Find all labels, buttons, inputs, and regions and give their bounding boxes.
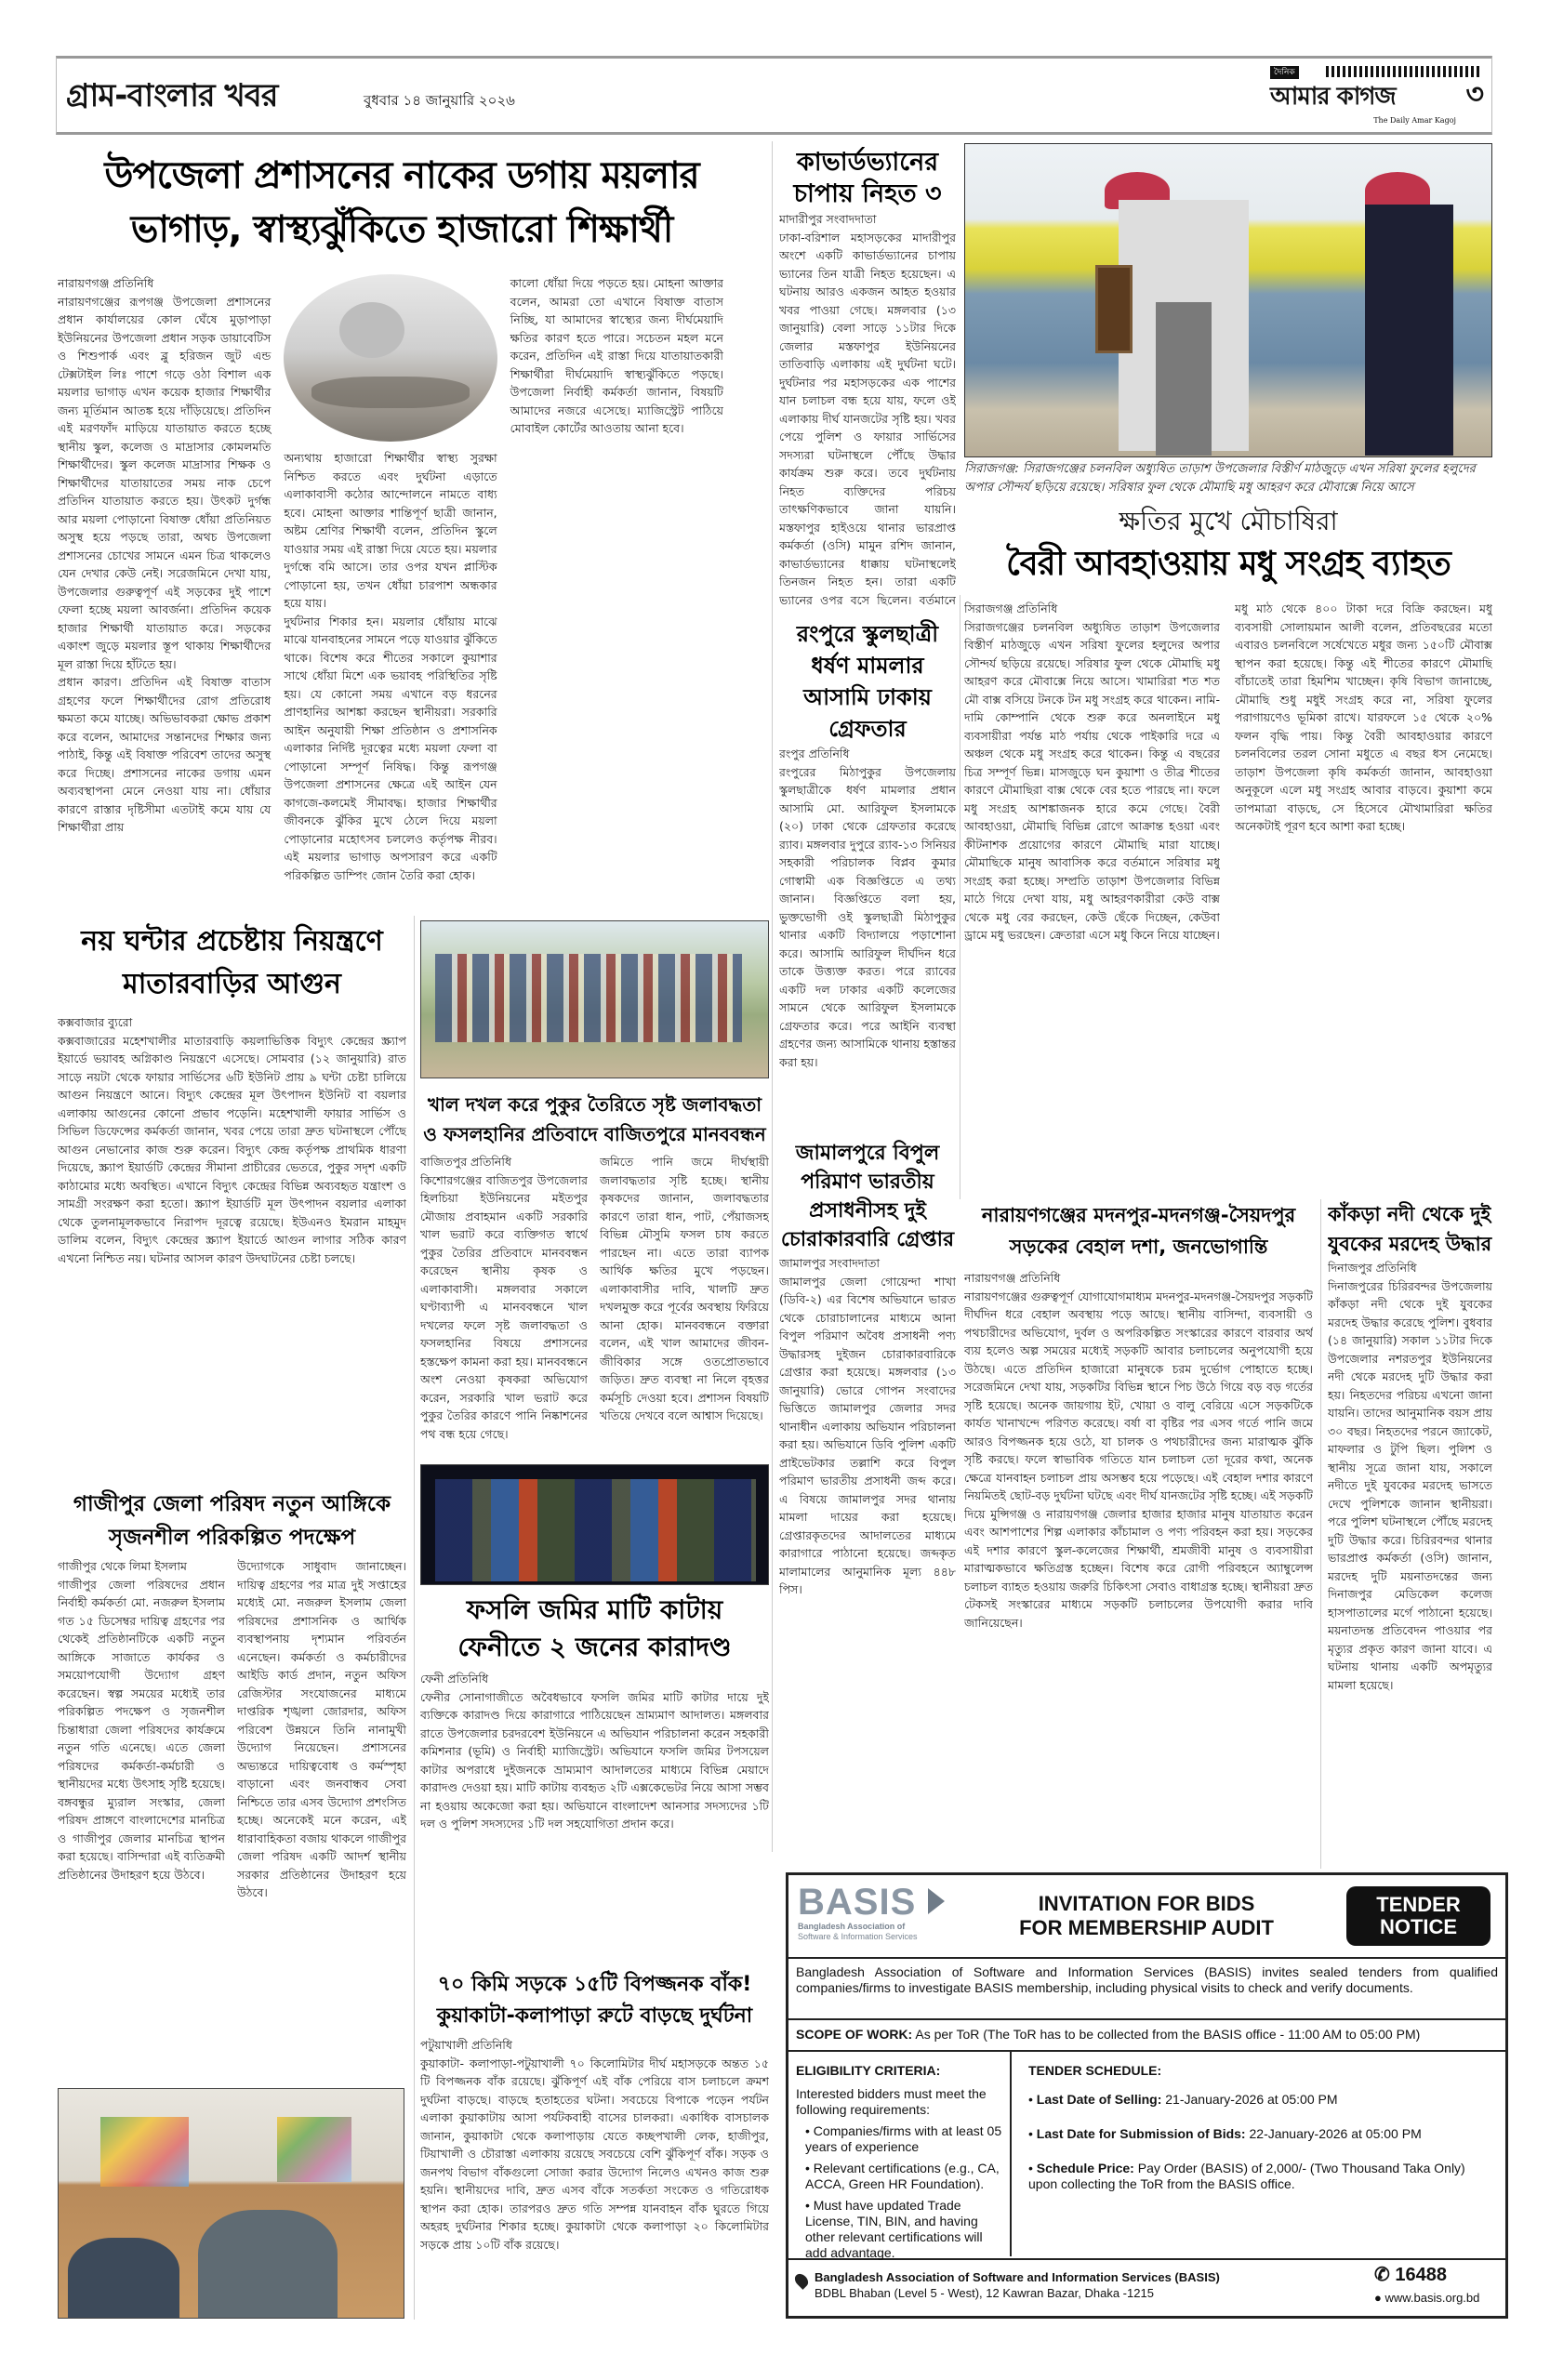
globe-icon: ● (1374, 2291, 1382, 2305)
kakra-headline: কাঁকড়া নদী থেকে দুই যুবকের মরদেহ উদ্ধার (1328, 1203, 1492, 1255)
rangpur-headline: রংপুরে স্কুলছাত্রী ধর্ষণ মামলার আসামি ঢাকায় গ্রেফতার (796, 621, 939, 742)
bajitpur-body-2: জমিতে পানি জমে দীর্ঘস্থায়ী জলাবদ্ধতার সৃষ্টি হচ্ছে। স্থানীয় কৃষকদের জানান, জলাবদ্ধতার কারণে তারা ধান, পাট, পেঁয়াজসহ বিভিন্ন মৌসুমি ফসল চাষ করতে পারছেন না। এতে তারা ব্যাপক আর্থিক ক্ষতির মুখে পড়ছেন। এলাকাবাসীর দাবি, খালটি দ্রুত দখলমুক্ত করে পূর্বের অবস্থায় ফিরিয়ে আনা হোক। মানববন্ধনে বক্তারা বলেন, এই খাল আমাদের জীবন-জীবিকার সঙ্গে ওতপ্রোতভাবে জড়িত। দ্রুত ব্যবস্থা না নিলে বৃহত্তর কর্মসূচি দেওয়া হবে। প্রশাসন বিষয়টি খতিয়ে দেখবে বলে আশ্বাস দিয়েছে। (600, 1155, 769, 1422)
madanpur-headline-block (964, 1199, 1313, 1263)
phone-number[interactable]: 16488 (1395, 2265, 1447, 2285)
phone-block (1374, 2264, 1447, 2286)
scope-text: As per ToR (The ToR has to be collected from the BASIS office - 11:00 AM to 05:00 PM) (915, 2027, 1421, 2042)
phone-icon: ✆ (1374, 2265, 1390, 2285)
bajitpur-body-1: কিশোরগঞ্জের বাজিতপুর উপজেলার হিলচিয়া ইউনিয়নের মইতপুর মৌজায় প্রবাহমান একটি সরকারি খাল ভরাট করে ব্যক্তিগত স্বার্থে পুকুর তৈরির প্রতিবাদে মানববন্ধন করেছেন স্থানীয় কৃষক ও এলাকাবাসী। মঙ্গলবার সকালে ঘণ্টাব্যাপী এ মানববন্ধনে খাল দখলের ফলে সৃষ্ট জলাবদ্ধতা ও ফসলহানির বিষয়ে প্রশাসনের হস্তক্ষেপ কামনা করা হয়। মানববন্ধনে অংশ নেওয়া কৃষকরা অভিযোগ করেন, সরকারি খাল ভরাট করে পুকুর তৈরির কারণে পানি নিষ্কাশনের পথ বন্ধ হয়ে গেছে। (420, 1172, 588, 1441)
lead-body-3a: অন্যথায় হাজারো শিক্ষার্থীর স্বাস্থ্য সুরক্ষা নিশ্চিত করতে এবং দুর্ঘটনা এড়াতে এলাকাবাসী কঠোর আন্দোলনে নামতে বাধ্য হবে। মোহনা আক্তার শান্তিপূর্ণ ছাত্রী জানান, অষ্টম শ্রেণির শিক্ষার্থী বলেন, প্রতিদিন স্কুলে যাওয়ার সময় এই রাস্তা দিয়ে যেতে হয়। ময়লার দুর্গন্ধে বমি আসে। তার ওপর যখন প্লাস্টিক পোড়ানো হয়, তখন ধোঁয়া চারপাশ অন্ধকার হয়ে যায়। (284, 451, 497, 610)
lead-body-1: নারায়ণগঞ্জের রূপগঞ্জ উপজেলা প্রশাসনের প্রধান কার্যালয়ের কোল ঘেঁষে মুড়াপাড়া ইউনিয়নের উপজেলা প্রধান সড়ক ডায়াবেটিস ও শিশুপার্ক এবং ব্লু হরিজন জুট এন্ড টেক্সটাইল লিঃ পাশে গড়ে ওঠা বিশাল এক ময়লার ভাগাড় এখন কয়েক হাজার শিক্ষার্থীর জন্য মূর্তিমান আতঙ্ক হয়ে দাঁড়িয়েছে। প্রতিদিন এই মরণফাঁদ মাড়িয়ে যাতায়াত করতে হচ্ছে স্থানীয় স্কুল, কলেজ ও মাদ্রাসার কোমলমতি শিক্ষার্থীদের। স্কুল কলেজ মাদ্রাসার শিক্ষক ও শিক্ষার্থীদের যাতায়াতের সময় নাক চেপে প্রতিদিন যাতায়াত করতে হয়। উৎকট দুর্গন্ধ আর ময়লা পোড়ানো বিষাক্ত ধোঁয়া প্রতিনিয়ত অসুস্থ হয়ে পড়ছে তারা, অথচ উপজেলা প্রশাসনের চোখের সামনে এমন চিত্র থাকলেও যেন দেখার কেউ নেই। সরেজমিনে দেখা যায়, উপজেলার গুরুত্বপূর্ণ এই সড়কের দুই পাশে ফেলা হচ্ছে ময়লা আবর্জনা। প্রতিদিন কয়েক হাজার শিক্ষার্থী যাতায়াত করে। সড়কের একাংশ জুড়ে ময়লার স্তূপ থাকায় শিক্ষার্থীদের মূল রাস্তা দিয়ে হাঁটতে হয়। (58, 294, 272, 671)
gazipur-column-1 (58, 1557, 225, 2078)
kuakata-body: কুয়াকাটা- কলাপাড়া-পটুয়াখালী ৭০ কিলোমিটার দীর্ঘ মহাসড়কে অন্তত ১৫ টি বিপজ্জনক বাঁক রয়েছে। ঝুঁকিপূর্ণ এই বাঁক পেরিয়ে বাস চলাচলে ক্রমশ দুর্ঘটনা বাড়ছে। বাড়ছে হতাহতের ঘটনা। সবচেয়ে বিপাকে পড়েন পর্যটন এলাকা কুয়াকাটায় আসা পর্যটকবাহী বাসের চালকরা। একাধিক বাসচালক জানান, কুয়াকাটা থেকে কলাপাড়ায় যেতে কচ্ছপখালী লেক, হাজীপুর, টিয়াখালী ও চৌরাস্তা এলাকায় রয়েছে সবচেয়ে বেশি ঝুঁকিপূর্ণ বাঁক। সড়ক ও জনপথ বিভাগ বাঁকগুলো সোজা করার উদ্যোগ নিলেও এখনও কাজ শুরু হয়নি। স্থানীয়দের দাবি, দ্রুত এসব বাঁকে সতর্কতা সংকেত ও গতিরোধক স্থাপন করা হোক। তারপরও দ্রুত গতি সম্পন্ন যানবাহন বাঁক ঘুরতে গিয়ে অহরহ দুর্ঘটনার শিকার হচ্ছে। কুয়াকাটা থেকে কলাপাড়া ২০ কিলোমিটার সড়কে প্রায় ১০টি বাঁক রয়েছে। (420, 2056, 769, 2252)
basis-tender-ad (786, 1872, 1508, 2319)
schedule-item: • Schedule Price: Pay Order (BASIS) of 2,000/- (Two Thousand Taka Only) upon collecting the ToR from the BASIS office. (1028, 2161, 1465, 2191)
logo-name: আমার কাগজ (1270, 83, 1396, 111)
gazipur-body-2: উদ্যোগকে সাধুবাদ জানাচ্ছেন। দায়িত্ব গ্রহণের পর মাত্র দুই সপ্তাহের মধ্যেই মো. নজরুল ইসলাম জেলা পরিষদের প্রশাসনিক ও আর্থিক ব্যবস্থাপনায় দৃশ্যমান পরিবর্তন এনেছেন। কর্মকর্তা ও কর্মচারীদের আইডি কার্ড প্রদান, নতুন অফিস রেজিস্টার সংযোজনের মাধ্যমে দাপ্তরিক শৃঙ্খলা জোরদার, অফিস পরিবেশ উন্নয়নে তিনি নানামুখী উদ্যোগ নিয়েছেন। প্রশাসনের অভ্যন্তরে দায়িত্ববোধ ও কর্মস্পৃহা বাড়ানো এবং জনবান্ধব সেবা নিশ্চিতে তার এসব উদ্যোগ প্রশংসিত হচ্ছে। অনেকেই মনে করেন, এই ধারাবাহিকতা বজায় থাকলে গাজীপুর জেলা পরিষদ একটি আদর্শ স্থানীয় সরকার প্রতিষ্ঠানের উদাহরণ হয়ে উঠবে। (237, 1559, 406, 1899)
newspaper-logo (1270, 64, 1484, 131)
bajitpur-column-2 (600, 1153, 769, 1455)
bajitpur-column-1 (420, 1153, 588, 1455)
jamalpur-headline: জামালপুরে বিপুল পরিমাণ ভারতীয় প্রসাধনীসহ দুই চোরাকারবারি গ্রেপ্তার (780, 1142, 955, 1251)
garbage-dump-photo (284, 274, 497, 442)
matarbari-story (58, 1013, 406, 1478)
eligibility-item: • Relevant certifications (e.g., CA, ACCA, Green HR Foundation). (805, 2161, 1000, 2191)
lead-body-area (58, 274, 723, 916)
honey-column-2 (1235, 600, 1492, 1190)
basis-logo-sub1: Bangladesh Association of (798, 1922, 906, 1931)
tender-notice-badge (1346, 1886, 1490, 1946)
ad-title (988, 1892, 1305, 1940)
footer-address-block (815, 2269, 1363, 2301)
honey-body-2: মধু মাঠ থেকে ৪০০ টাকা দরে বিক্রি করছেন। মধু ব্যবসায়ী সোলায়মান আলী বলেন, প্রতিবছরের মতো এবারও চলনবিলে সর্ষেখেতে মধুর জন্য ১৫০টি মৌবাক্স স্থাপন করা হয়েছে। কিন্তু এই শীতের কারণে মৌমাছি বাঁচাতেই তারা হিমশিম খাচ্ছেন। কৃষি বিভাগ জানাচ্ছে, মৌমাছি শুধু মধুই সংগ্রহ করে না, সরিষা ফুলের পরাগায়ণেও ভূমিকা রাখে। যারফলে ১৫ থেকে ২০% ফলন বৃদ্ধি পায়। কিন্তু বৈরী আবহাওয়ার কারণে চলনবিলের তরল সোনা মধুতে এ বছর ধস নেমেছে। তাড়াশ উপজেলা কৃষি কর্মকর্তা জানান, আবহাওয়া অনুকূলে এলে মধু সংগ্রহ আবার বাড়বে। কুয়াশা কমে তাপমাত্রা বাড়ছে, সে হিসেবে মৌখামারিরা ক্ষতির অনেকটাই পূরণ হবে আশা করা হচ্ছে। (1235, 602, 1492, 833)
website-block (1374, 2290, 1479, 2306)
lead-headline-line1: উপজেলা প্রশাসনের নাকের ডগায় ময়লার (104, 154, 699, 197)
madanpur-headline-line1: নারায়ণগঞ্জের মদনপুর-মদনগঞ্জ-সৈয়দপুর (981, 1204, 1296, 1226)
schedule-value: 22-January-2026 at 05:00 PM (1249, 2126, 1422, 2141)
basis-logo-sub2: Software & Information Services (798, 1932, 918, 1941)
eligibility-section (788, 2052, 1012, 2260)
honey-headline: বৈরী আবহাওয়ায় মধু সংগ্রহ ব্যাহত (1006, 545, 1451, 583)
rangpur-body: রংপুরের মিঠাপুকুর উপজেলায় স্কুলছাত্রীকে ধর্ষণ মামলার প্রধান আসামি মো. আরিফুল ইসলামকে (২০) ঢাকা থেকে গ্রেফতার করেছে র‍্যাব। মঙ্গলবার দুপুরে র‍্যাব-১৩ সিনিয়র সহকারী পরিচালক বিপ্লব কুমার গোস্বামী এক বিজ্ঞপ্তিতে এ তথ্য জানান। বিজ্ঞপ্তিতে বলা হয়, ভুক্তভোগী ওই স্কুলছাত্রী মিঠাপুকুর থানার একটি বিদ্যালয়ে পড়াশোনা করে। আসামি আরিফুল দীর্ঘদিন ধরে তাকে উত্ত্যক্ত করত। পরে র‍্যাবের একটি দল ঢাকার একটি কলেজের সামনে থেকে আরিফুল ইসলামকে গ্রেফতার করে। পরে আইনি ব্যবস্থা গ্রহণের জন্য আসামিকে থানায় হস্তান্তর করা হয়। (779, 764, 956, 1069)
eligibility-intro: Interested bidders must meet the following requirements: (796, 2086, 987, 2117)
ad-title-line2: FOR MEMBERSHIP AUDIT (1019, 1916, 1274, 1939)
schedule-title: TENDER SCHEDULE: (1028, 2063, 1162, 2078)
bajitpur-headline: খাল দখল করে পুকুর তৈরিতে সৃষ্ট জলাবদ্ধতা ও ফসলহানির প্রতিবাদে বাজিতপুরে মানববন্ধন (423, 1093, 766, 1145)
ad-footer (788, 2260, 1505, 2316)
page-number: ৩ (1465, 78, 1484, 111)
footer-address: BDBL Bhaban (Level 5 - West), 12 Kawran Bazar, Dhaka -1215 (815, 2286, 1154, 2300)
covered-van-body: ঢাকা-বরিশাল মহাসড়কের মাদারীপুর অংশে একটি কাভার্ডভ্যানের চাপায় ভ্যানের তিন যাত্রী নিহত হয়েছেন। এ ঘটনায় আরও একজন আহত হওয়ার খবর পাওয়া গেছে। মঙ্গলবার (১৩ জানুয়ারি) বেলা সাড়ে ১১টার দিকে জেলার মস্তফাপুর ইউনিয়নের তাতিবাড়ি এলাকায় এই দুর্ঘটনা ঘটে। দুর্ঘটনার পর মহাসড়কের এক পাশের যান চলাচল বন্ধ হয়ে যায়, ফলে ওই এলাকায় দীর্ঘ যানজটের সৃষ্টি হয়। খবর পেয়ে পুলিশ ও ফায়ার সার্ভিসের সদস্যরা ঘটনাস্থলে পৌঁছে উদ্ধার কার্যক্রম শুরু করে। তবে দুর্ঘটনায় নিহত ব্যক্তিদের পরিচয় তাৎক্ষণিকভাবে জানা যায়নি। মস্তফাপুর হাইওয়ে থানার ভারপ্রাপ্ত কর্মকর্তা (ওসি) মামুন রশিদ জানান, কাভার্ডভ্যানের ধাক্কায় ঘটনাস্থলেই তিনজন নিহত হন। তারা একটি ভ্যানের ওপর বসে ছিলেন। বর্তমানে (779, 230, 956, 607)
gazipur-body-1: গাজীপুর জেলা পরিষদের প্রধান নির্বাহী কর্মকর্তা মো. নজরুল ইসলাম গত ১৫ ডিসেম্বর দায়িত্ব গ্রহণের পর থেকেই প্রতিষ্ঠানটিকে একটি নতুন আঙ্গিকে সাজাতে কার্যকর ও সময়োপযোগী উদ্যোগ গ্রহণ করেছেন। স্বল্প সময়ের মধ্যেই তার পরিকল্পিত পদক্ষেপ ও সৃজনশীল চিন্তাধারা জেলা পরিষদের কার্যক্রমে নতুন গতি এনেছে। এতে জেলা পরিষদের কর্মকর্তা-কর্মচারী ও স্থানীয়দের মধ্যে উৎসাহ সৃষ্টি হয়েছে। বঙ্গবন্ধুর ম্যুরাল সংস্কার, জেলা পরিষদ প্রাঙ্গণে বাংলাদেশের মানচিত্র ও গাজীপুর জেলার মানচিত্র স্থাপন করা হয়েছে। বাসিন্দারা এই ব্যতিক্রমী প্রতিষ্ঠানের উদাহরণ হয়ে উঠবে। (58, 1577, 225, 1882)
column-divider (772, 141, 773, 1852)
schedule-label: Schedule Price: (1036, 2161, 1134, 2175)
jamalpur-story (779, 1139, 956, 1859)
schedule-section (1021, 2052, 1500, 2256)
honey-body-1: সিরাজগঞ্জের চলনবিল অধ্যুষিত তাড়াশ উপজেলার বিস্তীর্ণ মাঠজুড়ে এখন সরিষা ফুলের হলুদের অপার সৌন্দর্য ছড়িয়ে রয়েছে। সরিষার ফুল থেকে মৌমাছি মধু আহরণ করে মৌবাক্সে নিয়ে আসে। খামারিরা শত শত মৌ বাক্স বসিয়ে টনকে টন মধু সংগ্রহ করে থাকেন। নামি-দামি কোম্পানি থেকে শুরু করে অনলাইনে মধু ব্যবসায়ীরা পর্যন্ত মাঠ পর্যায় থেকে পাইকারি দরে এ অঞ্চল থেকে মধু সংগ্রহ করে থাকেন। কিন্তু এ বছরের চিত্র সম্পূর্ণ ভিন্ন। মাসজুড়ে ঘন কুয়াশা ও তীব্র শীতের কারণে মৌমাছিরা বাক্স থেকে বের হতে পারছে না। ফলে মধু সংগ্রহ আশঙ্কাজনক হারে কমে গেছে। বৈরী আবহাওয়া, মৌমাছি বিভিন্ন রোগে আক্রান্ত হওয়া এবং কীটনাশক প্রয়োগের কারণে মৌমাছি মারা যাচ্ছে। মৌমাছিকে মানুষ আবাসিক করে বর্তমানে সরিষার মধু সংগ্রহ করা হচ্ছে। সম্প্রতি তাড়াশ উপজেলার বিভিন্ন মাঠে গিয়ে দেখা যায়, মধু আহরণকারীরা কেউ বাক্স থেকে মধু বের করছেন, কেউ ছেঁকে দিচ্ছেন, কেউবা ড্রামে মধু ভরছেন। ক্রেতারা এসে মধু কিনে নিয়ে যাচ্ছেন। (964, 619, 1220, 942)
matarbari-headline: নয় ঘন্টার প্রচেষ্টায় নিয়ন্ত্রণে মাতারবাড়ির আগুন (81, 925, 383, 1000)
gazipur-byline: গাজীপুর থেকে লিমা ইসলাম (58, 1559, 187, 1573)
basis-arrow-icon (928, 1888, 945, 1914)
feni-byline: ফেনী প্রতিনিধি (420, 1672, 489, 1686)
beekeepers-photo (964, 143, 1492, 457)
ad-title-line1: INVITATION FOR BIDS (1038, 1892, 1255, 1915)
kuakata-headline-line2: কুয়াকাটা-কলাপাড়া রুটে বাড়ছে দুর্ঘটনা (436, 2004, 753, 2028)
gazipur-photo (58, 2088, 404, 2319)
madanpur-body: নারায়ণগঞ্জের গুরুত্বপূর্ণ যোগাযোগমাধ্যম মদনপুর-মদনগঞ্জ-সৈয়দপুর সড়কটি দীর্ঘদিন ধরে বেহাল অবস্থায় পড়ে আছে। স্থানীয় বাসিন্দা, ব্যবসায়ী ও পথচারীদের অভিযোগ, দুর্বল ও অপরিকল্পিত সংস্কারের কারণে বারবার অর্থ ব্যয় হলেও অল্প সময়ের মধ্যেই সড়কটি আবার চলাচলের অনুপযোগী হয়ে উঠছে। এতে প্রতিদিন হাজারো মানুষকে চরম দুর্ভোগ পোহাতে হচ্ছে। সরেজমিনে দেখা যায়, সড়কটির বিভিন্ন স্থানে পিচ উঠে গিয়ে বড় বড় গর্তের সৃষ্টি হয়েছে। অনেক জায়গায় ইট, খোয়া ও বালু বেরিয়ে এসে সড়কটিকে কার্যত খানাখন্দে পরিণত করেছে। বর্ষা বা বৃষ্টির পর এসব গর্তে পানি জমে আরও বিপজ্জনক হয়ে ওঠে, যা চালক ও পথচারীদের জন্য মারাত্মক ঝুঁকি সৃষ্টি করছে। ফলে স্বাভাবিক গতিতে যান চলাচল তো দূরের কথা, অনেক ক্ষেত্রে যানবাহন চলাচল প্রায় অসম্ভব হয়ে পড়েছে। এই বেহাল দশার কারণে নিয়মিতই ছোট-বড় দুর্ঘটনা ঘটছে এবং দীর্ঘ যানজটের সৃষ্টি হচ্ছে। এই সড়কটি দিয়ে মুন্সিগঞ্জ ও নারায়ণগঞ্জ জেলার হাজার হাজার মানুষ যাতায়াত করেন এবং আশপাশের শিল্প এলাকার কাঁচামাল ও পণ্য পরিবহন করা হয়। সড়কের এই দশার কারণে স্কুল-কলেজের শিক্ষার্থী, শ্রমজীবী মানুষ ও ব্যবসায়ীরা মারাত্মকভাবে ক্ষতিগ্রস্ত হচ্ছেন। বিশেষ করে রোগী পরিবহনে অ্যাম্বুলেন্স চলাচল ব্যাহত হওয়ায় জরুরি চিকিৎসা সেবাও বাধাগ্রস্ত হচ্ছে। স্থানীয়রা দ্রুত টেকসই সংস্কারের মাধ্যমে সড়কটি চলাচলের উপযোগী করার দাবি জানিয়েছেন। (964, 1289, 1313, 1630)
covered-van-headline: কাভার্ডভ্যানের চাপায় নিহত ৩ (793, 148, 942, 208)
feni-headline-block (420, 1592, 769, 1666)
madanpur-headline-line2: সড়কের বেহাল দশা, জনভোগান্তি (1009, 1236, 1268, 1258)
gazipur-headline-block (58, 1488, 406, 1554)
bajitpur-headline-block (420, 1090, 769, 1149)
covered-van-byline: মাদারীপুর সংবাদদাতা (779, 212, 877, 226)
human-chain-photo (420, 920, 769, 1078)
kuakata-byline: পটুয়াখালী প্রতিনিধি (420, 2038, 512, 2052)
lead-body-3b: কালো ধোঁয়া দিয়ে পড়তে হয়। মোহনা আক্তার বলেন, আমরা তো এখানে বিষাক্ত বাতাস নিচ্ছি, যা আমাদের স্বাস্থ্যের জন্য দীর্ঘমেয়াদি ক্ষতির কারণ হতে পারে। সচেতন মহল মনে করেন, প্রতিদিন এই রাস্তা দিয়ে যাতায়াতকারী শিক্ষার্থীরা দীর্ঘমেয়াদি স্বাস্থ্যঝুঁকিতে পড়ছে। উপজেলা নির্বাহী কর্মকর্তা জানান, বিষয়টি আমাদের নজরে এসেছে। ম্যাজিস্ট্রেট পাঠিয়ে মোবাইল কোর্টের আওতায় আনা হবে। (510, 276, 723, 435)
feni-body: ফেনীর সোনাগাজীতে অবৈধভাবে ফসলি জমির মাটি কাটার দায়ে দুই ব্যক্তিকে কারাদণ্ড দিয়ে কারাগারে পাঠিয়েছেন ভ্রাম্যমাণ আদালত। মঙ্গলবার রাতে উপজেলার চরদরবেশ ইউনিয়নে এ অভিযান পরিচালনা করেন সহকারী কমিশনার (ভূমি) ও নির্বাহী ম্যাজিস্ট্রেট। অভিযানে ফসলি জমির টপসয়েল কাটার অপরাধে দুইজনকে ভ্রাম্যমাণ আদালতের মাধ্যমে বিভিন্ন মেয়াদে কারাদণ্ড দেওয়া হয়। মাটি কাটায় ব্যবহৃত ২টি এক্সকেভেটর নিয়ে আসা সম্ভব না হওয়ায় অকেজো করা হয়। অভিযানে বাংলাদেশ আনসার সদস্যদের ১টি দল ও পুলিশ সদস্যদের ১টি দল সহযোগিতা প্রদান করে। (420, 1689, 769, 1831)
lead-columns (58, 274, 723, 916)
matarbari-body: কক্সবাজারের মহেশখালীর মাতারবাড়ি কয়লাভিত্তিক বিদ্যুৎ কেন্দ্রের স্ক্র্যাপ ইয়ার্ডে ভয়াবহ অগ্নিকাণ্ড নিয়ন্ত্রণে এসেছে। সোমবার (১২ জানুয়ারি) রাত সাড়ে নয়টা থেকে ফায়ার সার্ভিসের ৬টি ইউনিট প্রায় ৯ ঘন্টা চেষ্টা চালিয়ে আগুন নিয়ন্ত্রণে আনে। বিদ্যুৎ কেন্দ্রের মূল উৎপাদন ইউনিট বা বয়লার এলাকায় আগুনের কোনো প্রভাব পড়েনি। মহেশখালী ফায়ার সার্ভিস ও সিভিল ডিফেন্সের কর্মকর্তা জানান, খবর পেয়ে তারা দ্রুত ঘটনাস্থলে পৌঁছে আগুন নেভানোর কাজ শুরু করেন। বিদ্যুৎ কেন্দ্র কর্তৃপক্ষ প্রাথমিক ধারণা দিয়েছে, স্ক্র্যাপ ইয়ার্ডটি কেন্দ্রের সীমানা প্রাচীরের ভেতরে, পুকুর সদৃশ একটি কাঠামোর মধ্যে অবস্থিত। এখানে বিদ্যুৎ কেন্দ্রের বিভিন্ন অব্যবহৃত যন্ত্রাংশ ও সামগ্রী সংরক্ষণ করা হতো। স্ক্র্যাপ ইয়ার্ডটি মূল উৎপাদন বয়লার এলাকা থেকে তুলনামূলকভাবে নিরাপদ দূরত্বে রয়েছে। ইউএনও ইমরান মাহমুদ ডালিম বলেন, বিদ্যুৎ কেন্দ্রের স্ক্র্যাপ ইয়ার্ডে আগুন লাগার সঠিক কারণ এখনো নিশ্চিত নয়। ঘটনার আসল কারণ উদঘাটনের চেষ্টা চলছে। (58, 1033, 406, 1265)
lead-headline (58, 149, 746, 257)
section-title: গ্রাম-বাংলার খবর (66, 77, 278, 114)
website-link[interactable]: www.basis.org.bd (1384, 2291, 1480, 2305)
issue-date: বুধবার ১৪ জানুয়ারি ২০২৬ (364, 92, 515, 109)
schedule-label: Last Date for Submission of Bids: (1036, 2126, 1246, 2141)
logo-skyline-icon (1326, 66, 1479, 77)
arrested-people-photo (420, 1464, 769, 1585)
eligibility-title: ELIGIBILITY CRITERIA: (796, 2063, 941, 2078)
basis-logo-text: BASIS (798, 1882, 917, 1923)
eligibility-item-text: Companies/firms with at least 05 years of experience (805, 2123, 1002, 2154)
schedule-value: 21-January-2026 at 05:00 PM (1165, 2092, 1338, 2107)
eligibility-item-text: Must have updated Trade License, TIN, BIN, and having other relevant certifications will add advantage. (805, 2198, 983, 2260)
gazipur-column-2 (237, 1557, 406, 2078)
kuakata-story (420, 2036, 769, 2324)
kakra-byline: দিনাজপুর প্রতিনিধি (1328, 1261, 1417, 1275)
feni-story (420, 1670, 769, 1963)
eligibility-item: • Companies/firms with at least 05 years of experience (805, 2123, 1002, 2154)
page-header (56, 56, 1492, 135)
schedule-label: Last Date of Selling: (1036, 2092, 1162, 2107)
covered-van-story (779, 147, 956, 607)
ad-details (788, 2052, 1505, 2260)
tender-line2: NOTICE (1379, 1915, 1458, 1938)
kakra-body: দিনাজপুরের চিরিরবন্দর উপজেলায় কাঁকড়া নদী থেকে দুই যুবকের মরদেহ উদ্ধার করেছে পুলিশ। বুধবার (১৪ জানুয়ারি) সকাল ১১টার দিকে উপজেলার নশরতপুর ইউনিয়নের নদী থেকে মরদেহ দুটি উদ্ধার করা হয়। নিহতদের পরিচয় এখনো জানা যায়নি। তাদের আনুমানিক বয়স প্রায় ৩০ বছর। নিহতদের পরনে জ্যাকেট, মাফলার ও টুপি ছিল। পুলিশ ও স্থানীয় সূত্রে জানা যায়, সকালে নদীতে দুই যুবকের মরদেহ ভাসতে দেখে পুলিশকে জানান স্থানীয়রা। পরে পুলিশ ঘটনাস্থলে পৌঁছে মরদেহ দুটি উদ্ধার করে। চিরিরবন্দর থানার ভারপ্রাপ্ত কর্মকর্তা (ওসি) জানান, মরদেহ দুটি ময়নাতদন্তের জন্য দিনাজপুর মেডিকেল কলেজ হাসপাতালের মর্গে পাঠানো হয়েছে। ময়নাতদন্ত প্রতিবেদন পাওয়ার পর মৃত্যুর প্রকৃত কারণ জানা যাবে। এ ঘটনায় থানায় একটি অপমৃত্যুর মামলা হয়েছে। (1328, 1278, 1492, 1692)
lead-byline: নারায়ণগঞ্জ প্রতিনিধি (58, 276, 154, 290)
matarbari-headline-block (58, 920, 406, 1006)
feni-headline-line2: ফেনীতে ২ জনের কারাদণ্ড (457, 1632, 732, 1662)
rangpur-story (779, 618, 956, 1130)
schedule-item: • Last Date of Selling: 21-January-2026 at 05:00 PM (1028, 2092, 1338, 2107)
location-pin-icon (792, 2271, 811, 2290)
scope-label: SCOPE OF WORK: (796, 2027, 913, 2042)
lead-body-2b: দুর্ঘটনার শিকার হন। ময়লার ধোঁয়ায় মাঝে মাঝে যানবাহনের সামনে পড়ে যাওয়ার ঝুঁকিতে থাকে। বিশেষ করে শীতের সকালে কুয়াশার সাথে ধোঁয়া মিশে এক ভয়াবহ পরিস্থিতির সৃষ্টি হয়। যে কোনো সময় এখানে বড় ধরনের প্রাণহানির আশঙ্কা করছেন স্থানীয়রা। সরকারি আইন অনুযায়ী শিক্ষা প্রতিষ্ঠান ও প্রশাসনিক এলাকার নির্দিষ্ট দূরত্বের মধ্যে ময়লা ফেলা বা পোড়ানো সম্পূর্ণ নিষিদ্ধ। কিন্তু রূপগঞ্জ উপজেলা প্রশাসনের ক্ষেত্রে এই আইন যেন কাগজে-কলমেই সীমাবদ্ধ। হাজার শিক্ষার্থীর জীবনকে ঝুঁকির মুখে ঠেলে দিয়ে ময়লা পোড়ানোর মহোৎসব চললেও কর্তৃপক্ষ নীরব। এই ময়লার ভাগাড় অপসারণ করে একটি পরিকল্পিত ডাম্পিং জোন তৈরি করা হোক। (284, 614, 497, 882)
schedule-item: • Last Date for Submission of Bids: 22-January-2026 at 05:00 PM (1028, 2126, 1422, 2141)
ad-scope (788, 2020, 1505, 2052)
lead-body-2a: প্রধান কারণ। প্রতিদিন এই বিষাক্ত বাতাস গ্রহণের ফলে শিক্ষার্থীদের রোগ প্রতিরোধ ক্ষমতা কমে যাচ্ছে। অভিভাবকরা ক্ষোভ প্রকাশ করে বলেন, আমাদের সন্তানদের শিক্ষার জন্য পাঠাই, কিন্তু এই বিষাক্ত পরিবেশ তাদের অসুস্থ করে দিচ্ছে। প্রশাসনের নাকের ডগায় এমন অব্যবস্থাপনা মেনে নেওয়া যায় না। ধোঁয়ার কারণে রাস্তার দৃষ্টিসীমা এতটাই কমে যায় যে শিক্ষার্থীরা প্রায় (58, 675, 272, 834)
kakra-story (1328, 1199, 1492, 1864)
column-divider (1320, 1199, 1321, 1869)
gazipur-headline: গাজীপুর জেলা পরিষদ নতুন আঙ্গিকে সৃজনশীল পরিকল্পিত পদক্ষেপ (73, 1492, 391, 1550)
kuakata-headline-block (420, 1969, 769, 2032)
schedule-value: Pay Order (BASIS) of 2,000/- (Two Thousand Taka Only) upon collecting the ToR from the BASIS office. (1028, 2161, 1465, 2191)
matarbari-byline: কক্সবাজার ব্যুরো (58, 1015, 133, 1029)
feni-headline-line1: ফসলি জমির মাটি কাটায় (466, 1594, 723, 1625)
eligibility-item: • Must have updated Trade License, TIN, BIN, and having other relevant certifications will add advantage. (805, 2198, 983, 2260)
bajitpur-byline: বাজিতপুর প্রতিনিধি (420, 1155, 511, 1169)
lead-headline-line2: ভাগাড়, স্বাস্থ্যঝুঁকিতে হাজারো শিক্ষার্থী (130, 208, 673, 251)
jamalpur-body: জামালপুর জেলা গোয়েন্দা শাখা (ডিবি-২) এর বিশেষ অভিযানে ভারত থেকে চোরাচালানের মাধ্যমে আনা বিপুল পরিমাণ অবৈধ প্রসাধনী পণ্য উদ্ধারসহ দুইজন চোরাকারবারিকে গ্রেপ্তার করা হয়েছে। মঙ্গলবার (১৩ জানুয়ারি) ভোরে গোপন সংবাদের ভিত্তিতে জামালপুর জেলার সদর থানাধীন এলাকায় অভিযান পরিচালনা করা হয়। অভিযানে ডিবি পুলিশ একটি প্রাইভেটকার তল্লাশি করে বিপুল পরিমাণ ভারতীয় প্রসাধনী জব্দ করে। এ বিষয়ে জামালপুর সদর থানায় মামলা দায়ের করা হয়েছে। গ্রেপ্তারকৃতদের আদালতের মাধ্যমে কারাগারে পাঠানো হয়েছে। জব্দকৃত মালামালের আনুমানিক মূল্য ৪৪৮ পিস। (779, 1274, 956, 1596)
logo-english: The Daily Amar Kagoj (1373, 116, 1456, 125)
honey-kicker: ক্ষতির মুখে মৌচাষিরা (1119, 506, 1338, 536)
ad-intro: Bangladesh Association of Software and Information Services (BASIS) invites sealed tenders from qualified companies/firms to investigate BASIS membership, including physical visits to check and verify documents. (788, 1959, 1505, 2020)
madanpur-byline: নারায়ণগঞ্জ প্রতিনিধি (964, 1271, 1061, 1285)
ad-header (788, 1875, 1505, 1959)
madanpur-story (964, 1269, 1313, 1864)
footer-org: Bangladesh Association of Software and Information Services (BASIS) (815, 2270, 1220, 2284)
logo-prefix: দৈনিক (1270, 66, 1299, 79)
jamalpur-byline: জামালপুর সংবাদদাতা (779, 1256, 881, 1270)
honey-byline: সিরাজগঞ্জ প্রতিনিধি (964, 602, 1058, 615)
honey-column-1 (964, 600, 1220, 1190)
eligibility-item-text: Relevant certifications (e.g., CA, ACCA, Green HR Foundation). (805, 2161, 1000, 2191)
honey-photo-caption: সিরাজগঞ্জ: সিরাজগঞ্জের চলনবিল অধ্যুষিত তাড়াশ উপজেলার বিস্তীর্ণ মাঠজুড়ে এখন সরিষা ফুলের হলুদের অপার সৌন্দর্য ছড়িয়ে রয়েছে। সরিষার ফুল থেকে মৌমাছি মধু আহরণ করে মৌবাক্সে নিয়ে আসে (964, 462, 1476, 495)
kuakata-headline-line1: ৭০ কিমি সড়কে ১৫টি বিপজ্জনক বাঁক! (437, 1973, 752, 1996)
column-divider (414, 916, 415, 2320)
rangpur-byline: রংপুর প্রতিনিধি (779, 747, 850, 760)
honey-headline-block (964, 502, 1492, 588)
tender-line1: TENDER (1376, 1893, 1461, 1916)
